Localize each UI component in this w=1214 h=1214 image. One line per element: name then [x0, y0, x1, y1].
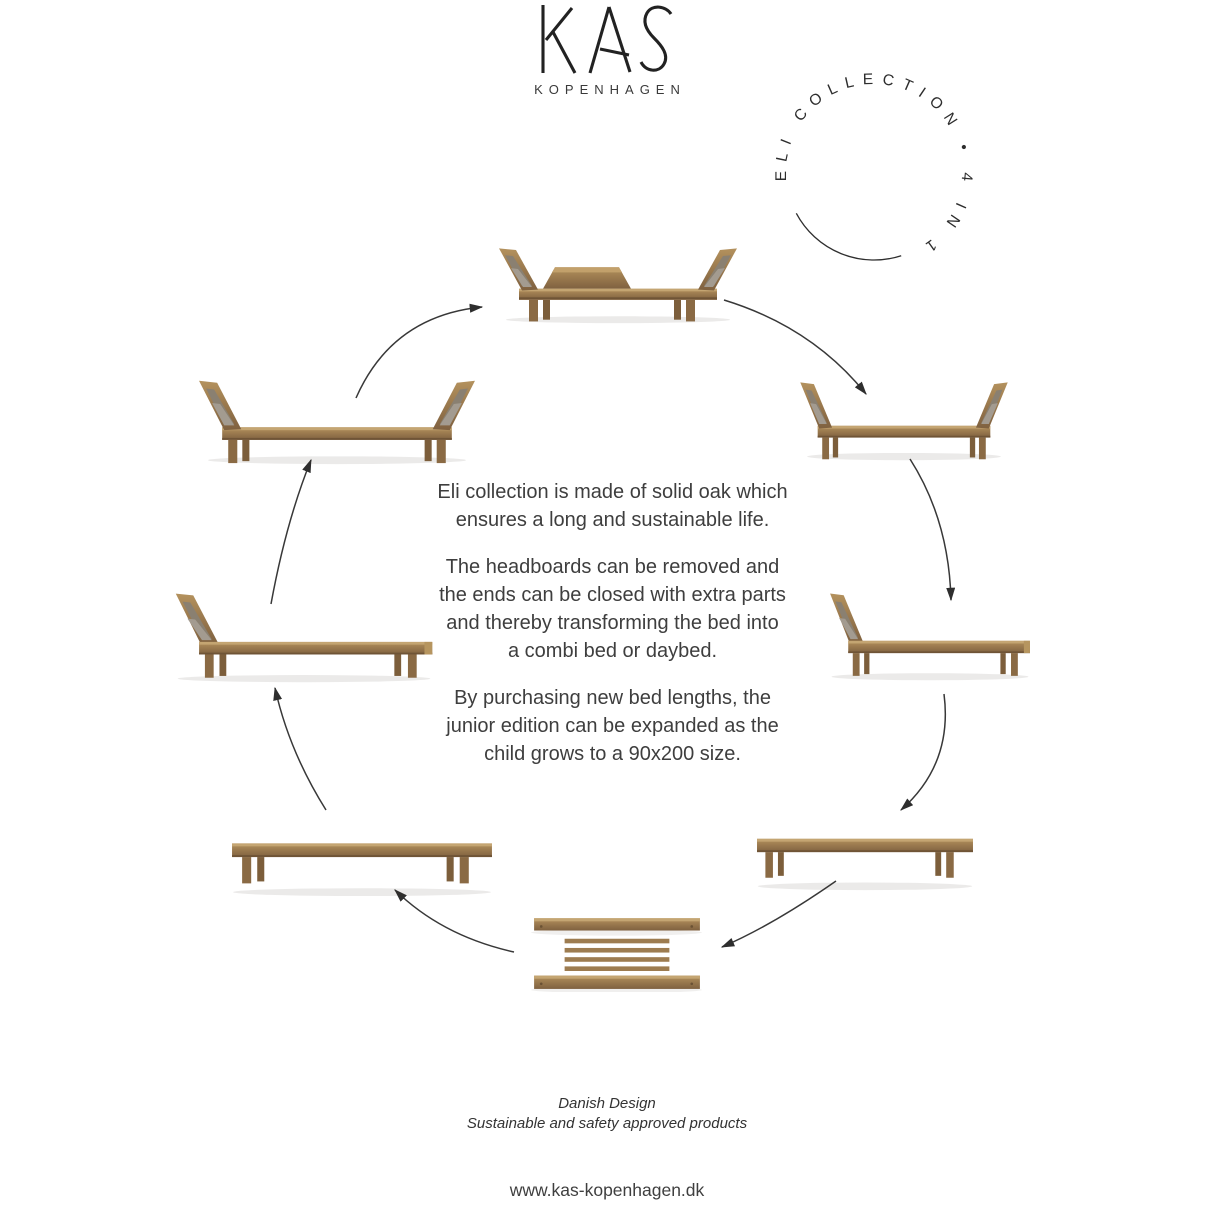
daybed-two-headboards-long-image	[196, 374, 478, 466]
step-bed-single-headboard-long	[168, 590, 440, 689]
paragraph-3	[435, 684, 790, 768]
kas-logo-icon	[535, 4, 680, 78]
step-open-bed	[752, 816, 978, 897]
text-line: ensures a long and sustainable life.	[455, 509, 770, 531]
text-line: a combi bed or daybed.	[507, 640, 718, 662]
arrow-parts-to-bottomleft	[395, 890, 514, 952]
bed-single-headboard-image	[824, 590, 1036, 682]
text-line: junior edition can be expanded as the	[446, 715, 779, 737]
step-daybed-two-headboards-long	[196, 374, 478, 471]
text-line: The headboards can be removed and	[445, 556, 780, 578]
description-block	[435, 478, 790, 787]
text-line: child grows to a 90x200 size.	[484, 743, 741, 765]
step-combi-bed-with-table	[493, 238, 743, 329]
arrow-upperleft-to-top	[356, 307, 482, 398]
paragraph-1	[435, 478, 790, 534]
open-bed-long-image	[226, 820, 498, 898]
step-open-bed-long	[226, 820, 498, 903]
website-url: www.kas-kopenhagen.dk	[509, 1180, 705, 1200]
text-line: Eli collection is made of solid oak which	[437, 481, 788, 503]
arrow-bottomleft-to-midleft	[275, 688, 326, 810]
text-line: the ends can be closed with extra parts	[439, 584, 786, 606]
text-line: By purchasing new bed lengths, the	[454, 687, 771, 709]
tagline-line-1: Danish Design	[558, 1095, 656, 1112]
footer-tagline	[0, 1094, 1214, 1134]
flat-pack-parts-image	[528, 908, 706, 992]
brand-subtitle: KOPENHAGEN	[534, 82, 686, 97]
arrow-upperright-to-midright	[910, 459, 951, 600]
text-line: and thereby transforming the bed into	[446, 612, 779, 634]
badge-arc-stroke	[796, 213, 901, 260]
collection-badge-icon	[758, 60, 992, 294]
bed-single-headboard-long-image	[168, 590, 440, 684]
step-bed-single-headboard	[824, 590, 1036, 687]
step-flat-pack-parts	[528, 908, 706, 997]
combi-bed-with-table-image	[493, 238, 743, 324]
step-daybed-two-headboards	[798, 376, 1010, 467]
arrow-top-to-upperright	[724, 300, 866, 394]
arrow-midright-to-bottomright	[901, 694, 945, 810]
paragraph-2	[435, 553, 790, 665]
daybed-two-headboards-image	[798, 376, 1010, 462]
collection-badge	[758, 60, 992, 294]
brand-logo	[493, 4, 721, 106]
tagline-line-2: Sustainable and safety approved products	[466, 1115, 748, 1132]
arrow-midleft-to-upperleft	[271, 460, 311, 604]
arrow-bottomright-to-parts	[722, 881, 836, 947]
open-bed-image	[752, 816, 978, 892]
badge-text: ELI COLLECTION • 4 IN 1	[773, 70, 976, 260]
